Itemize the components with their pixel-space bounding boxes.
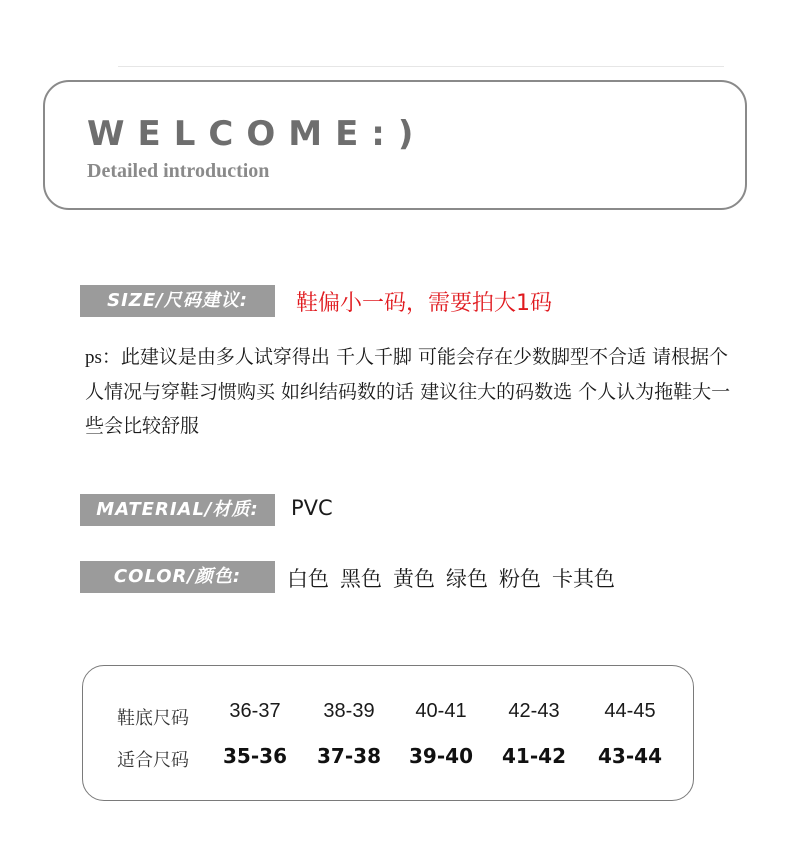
- table-cell: 42-43: [508, 700, 560, 722]
- row-label-fit-size: 适合尺码: [117, 750, 189, 771]
- table-cell: 44-45: [604, 700, 656, 722]
- color-option: 绿色: [446, 567, 488, 591]
- table-cell: 38-39: [323, 700, 375, 722]
- size-note: [85, 340, 735, 443]
- color-option: 黄色: [393, 567, 435, 591]
- size-table: [82, 665, 694, 801]
- row-label-sole-size: 鞋底尺码: [117, 708, 189, 729]
- table-cell: 36-37: [229, 700, 281, 722]
- table-cell: 39-40: [409, 744, 473, 768]
- welcome-banner: [43, 80, 747, 210]
- color-label: COLOR/颜色:: [80, 561, 275, 593]
- welcome-title: WELCOME:): [87, 114, 427, 154]
- size-note-prefix: ps：: [85, 347, 121, 368]
- table-cell: 41-42: [502, 744, 566, 768]
- color-option: 卡其色: [552, 567, 615, 591]
- table-cell: 35-36: [223, 744, 287, 768]
- size-label: SIZE/尺码建议:: [80, 285, 275, 317]
- top-divider: [118, 66, 724, 67]
- size-note-text: 此建议是由多人试穿得出 千人千脚 可能会存在少数脚型不合适 请根据个人情况与穿鞋习惯购买 如纠结码数的话 建议往大的码数选 个人认为拖鞋大一些会比较舒服: [85, 346, 731, 437]
- welcome-subtitle: Detailed introduction: [87, 160, 270, 182]
- size-advice-value: 鞋偏小一码，需要拍大1码: [296, 291, 552, 316]
- color-option: 粉色: [499, 567, 541, 591]
- color-option: 黑色: [340, 567, 382, 591]
- color-options: [287, 563, 615, 593]
- material-value: PVC: [291, 496, 333, 520]
- table-cell: 43-44: [598, 744, 662, 768]
- material-label: MATERIAL/材质:: [80, 494, 275, 526]
- color-option: 白色: [287, 567, 329, 591]
- table-cell: 40-41: [415, 700, 467, 722]
- table-cell: 37-38: [317, 744, 381, 768]
